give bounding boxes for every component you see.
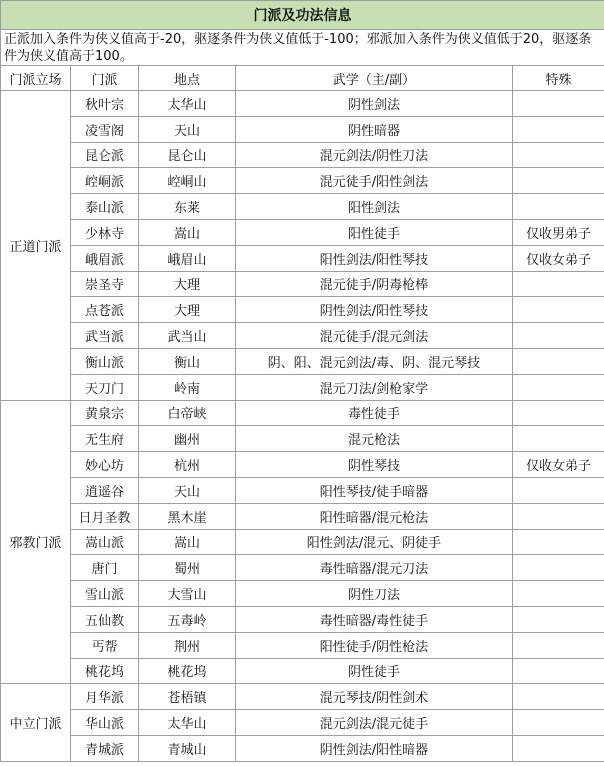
sect-cell: 华山派 — [71, 710, 139, 736]
place-cell: 嵩山 — [139, 219, 236, 245]
sect-cell: 青城派 — [71, 735, 139, 761]
skill-cell: 阳性徒手 — [236, 219, 513, 245]
sect-cell: 黄泉宗 — [71, 400, 139, 426]
table-row — [1, 581, 604, 607]
sect-cell: 五仙教 — [71, 606, 139, 632]
place-cell: 黑木崖 — [139, 503, 236, 529]
table-row — [1, 400, 604, 426]
sect-cell: 秋叶宗 — [71, 91, 139, 117]
skill-cell: 混元枪法 — [236, 426, 513, 452]
table-row — [1, 426, 604, 452]
place-cell: 武当山 — [139, 323, 236, 349]
special-cell — [513, 658, 604, 684]
sect-cell: 桃花坞 — [71, 658, 139, 684]
skill-cell: 阴性徒手 — [236, 658, 513, 684]
table-row — [1, 245, 604, 271]
special-cell — [513, 477, 604, 503]
place-cell: 岭南 — [139, 374, 236, 400]
table-row — [1, 477, 604, 503]
place-cell: 五毒岭 — [139, 606, 236, 632]
sect-cell: 昆仑派 — [71, 142, 139, 168]
skill-cell: 阳性琴技/徒手暗器 — [236, 477, 513, 503]
place-cell: 大理 — [139, 271, 236, 297]
special-cell — [513, 271, 604, 297]
table-row — [1, 503, 604, 529]
sect-cell: 无生府 — [71, 426, 139, 452]
place-cell: 崆峒山 — [139, 168, 236, 194]
sect-cell: 少林寺 — [71, 219, 139, 245]
special-cell — [513, 168, 604, 194]
place-cell: 荆州 — [139, 632, 236, 658]
skill-cell: 阴性剑法 — [236, 91, 513, 117]
table-row — [1, 116, 604, 142]
skill-cell: 阴、阳、混元剑法/毒、阴、混元琴技 — [236, 348, 513, 374]
header-sect: 门派 — [71, 66, 139, 91]
sect-cell: 逍遥谷 — [71, 477, 139, 503]
table-row — [1, 529, 604, 555]
special-cell — [513, 91, 604, 117]
header-stance: 门派立场 — [1, 66, 71, 91]
skill-cell: 混元剑法/混元徒手 — [236, 710, 513, 736]
place-cell: 青城山 — [139, 735, 236, 761]
rules-note: 正派加入条件为侠义值高于-20，驱逐条件为侠义值低于-100；邪派加入条件为侠义值低于20，驱逐条件为侠义值高于100。 — [1, 30, 604, 66]
table-row — [1, 297, 604, 323]
table-row — [1, 684, 604, 710]
skill-cell: 阴性琴技 — [236, 452, 513, 478]
skill-cell: 阳性暗器/混元枪法 — [236, 503, 513, 529]
special-cell — [513, 426, 604, 452]
table-row — [1, 374, 604, 400]
special-cell: 仅收女弟子 — [513, 245, 604, 271]
sect-cell: 武当派 — [71, 323, 139, 349]
table-title: 门派及功法信息 — [1, 1, 604, 30]
header-special: 特殊 — [513, 66, 604, 91]
sect-cell: 日月圣教 — [71, 503, 139, 529]
place-cell: 天山 — [139, 477, 236, 503]
place-cell: 太华山 — [139, 91, 236, 117]
sect-cell: 点苍派 — [71, 297, 139, 323]
sect-cell: 嵩山派 — [71, 529, 139, 555]
stance-cell: 正道门派 — [1, 91, 71, 401]
place-cell: 衡山 — [139, 348, 236, 374]
special-cell — [513, 503, 604, 529]
sect-cell: 泰山派 — [71, 194, 139, 220]
stance-cell: 邪教门派 — [1, 400, 71, 684]
skill-cell: 混元徒手/阳性剑法 — [236, 168, 513, 194]
place-cell: 苍梧镇 — [139, 684, 236, 710]
table-row — [1, 735, 604, 761]
special-cell — [513, 581, 604, 607]
place-cell: 蜀州 — [139, 555, 236, 581]
special-cell — [513, 400, 604, 426]
skill-cell: 混元琴技/阴性剑术 — [236, 684, 513, 710]
place-cell: 大理 — [139, 297, 236, 323]
sect-cell: 妙心坊 — [71, 452, 139, 478]
place-cell: 东莱 — [139, 194, 236, 220]
table-row — [1, 658, 604, 684]
place-cell: 桃花坞 — [139, 658, 236, 684]
sect-cell: 崇圣寺 — [71, 271, 139, 297]
sect-cell: 衡山派 — [71, 348, 139, 374]
special-cell — [513, 116, 604, 142]
special-cell — [513, 632, 604, 658]
skill-cell: 阴性刀法 — [236, 581, 513, 607]
skill-cell: 阳性剑法/阳性琴技 — [236, 245, 513, 271]
sect-cell: 崆峒派 — [71, 168, 139, 194]
skill-cell: 阳性剑法/混元、阴徒手 — [236, 529, 513, 555]
skill-cell: 阴性剑法/阳性暗器 — [236, 735, 513, 761]
skill-cell: 毒性徒手 — [236, 400, 513, 426]
table-row — [1, 710, 604, 736]
table-row — [1, 271, 604, 297]
table-row — [1, 194, 604, 220]
special-cell — [513, 297, 604, 323]
table-row — [1, 632, 604, 658]
skill-cell: 毒性暗器/混元刀法 — [236, 555, 513, 581]
stance-cell: 中立门派 — [1, 684, 71, 761]
skill-cell: 混元刀法/剑枪家学 — [236, 374, 513, 400]
special-cell — [513, 606, 604, 632]
place-cell: 幽州 — [139, 426, 236, 452]
special-cell — [513, 684, 604, 710]
special-cell — [513, 529, 604, 555]
special-cell — [513, 374, 604, 400]
special-cell — [513, 555, 604, 581]
table-row — [1, 142, 604, 168]
skill-cell: 阳性徒手/阴性枪法 — [236, 632, 513, 658]
table-row — [1, 91, 604, 117]
special-cell: 仅收女弟子 — [513, 452, 604, 478]
sect-cell: 月华派 — [71, 684, 139, 710]
table-row — [1, 168, 604, 194]
skill-cell: 混元剑法/阴性刀法 — [236, 142, 513, 168]
sect-cell: 唐门 — [71, 555, 139, 581]
skill-cell: 混元徒手/混元剑法 — [236, 323, 513, 349]
special-cell — [513, 323, 604, 349]
special-cell — [513, 710, 604, 736]
place-cell: 白帝峡 — [139, 400, 236, 426]
header-skill: 武学（主/副） — [236, 66, 513, 91]
place-cell: 昆仑山 — [139, 142, 236, 168]
sect-cell: 峨眉派 — [71, 245, 139, 271]
special-cell — [513, 194, 604, 220]
skill-cell: 阴性剑法/阳性琴技 — [236, 297, 513, 323]
place-cell: 嵩山 — [139, 529, 236, 555]
sect-cell: 雪山派 — [71, 581, 139, 607]
sect-cell: 凌雪阁 — [71, 116, 139, 142]
place-cell: 太华山 — [139, 710, 236, 736]
skill-cell: 阴性暗器 — [236, 116, 513, 142]
special-cell — [513, 735, 604, 761]
special-cell — [513, 348, 604, 374]
table-row — [1, 219, 604, 245]
sect-cell: 天刀门 — [71, 374, 139, 400]
table-row — [1, 348, 604, 374]
table-row — [1, 606, 604, 632]
place-cell: 杭州 — [139, 452, 236, 478]
table-body — [1, 91, 604, 762]
header-row — [1, 66, 604, 91]
special-cell — [513, 142, 604, 168]
skill-cell: 混元徒手/阴毒枪棒 — [236, 271, 513, 297]
table-row — [1, 452, 604, 478]
place-cell: 天山 — [139, 116, 236, 142]
sect-cell: 丐帮 — [71, 632, 139, 658]
header-place: 地点 — [139, 66, 236, 91]
skill-cell: 阳性剑法 — [236, 194, 513, 220]
special-cell: 仅收男弟子 — [513, 219, 604, 245]
table-row — [1, 555, 604, 581]
place-cell: 峨眉山 — [139, 245, 236, 271]
place-cell: 大雪山 — [139, 581, 236, 607]
skill-cell: 毒性暗器/毒性徒手 — [236, 606, 513, 632]
table-row — [1, 323, 604, 349]
